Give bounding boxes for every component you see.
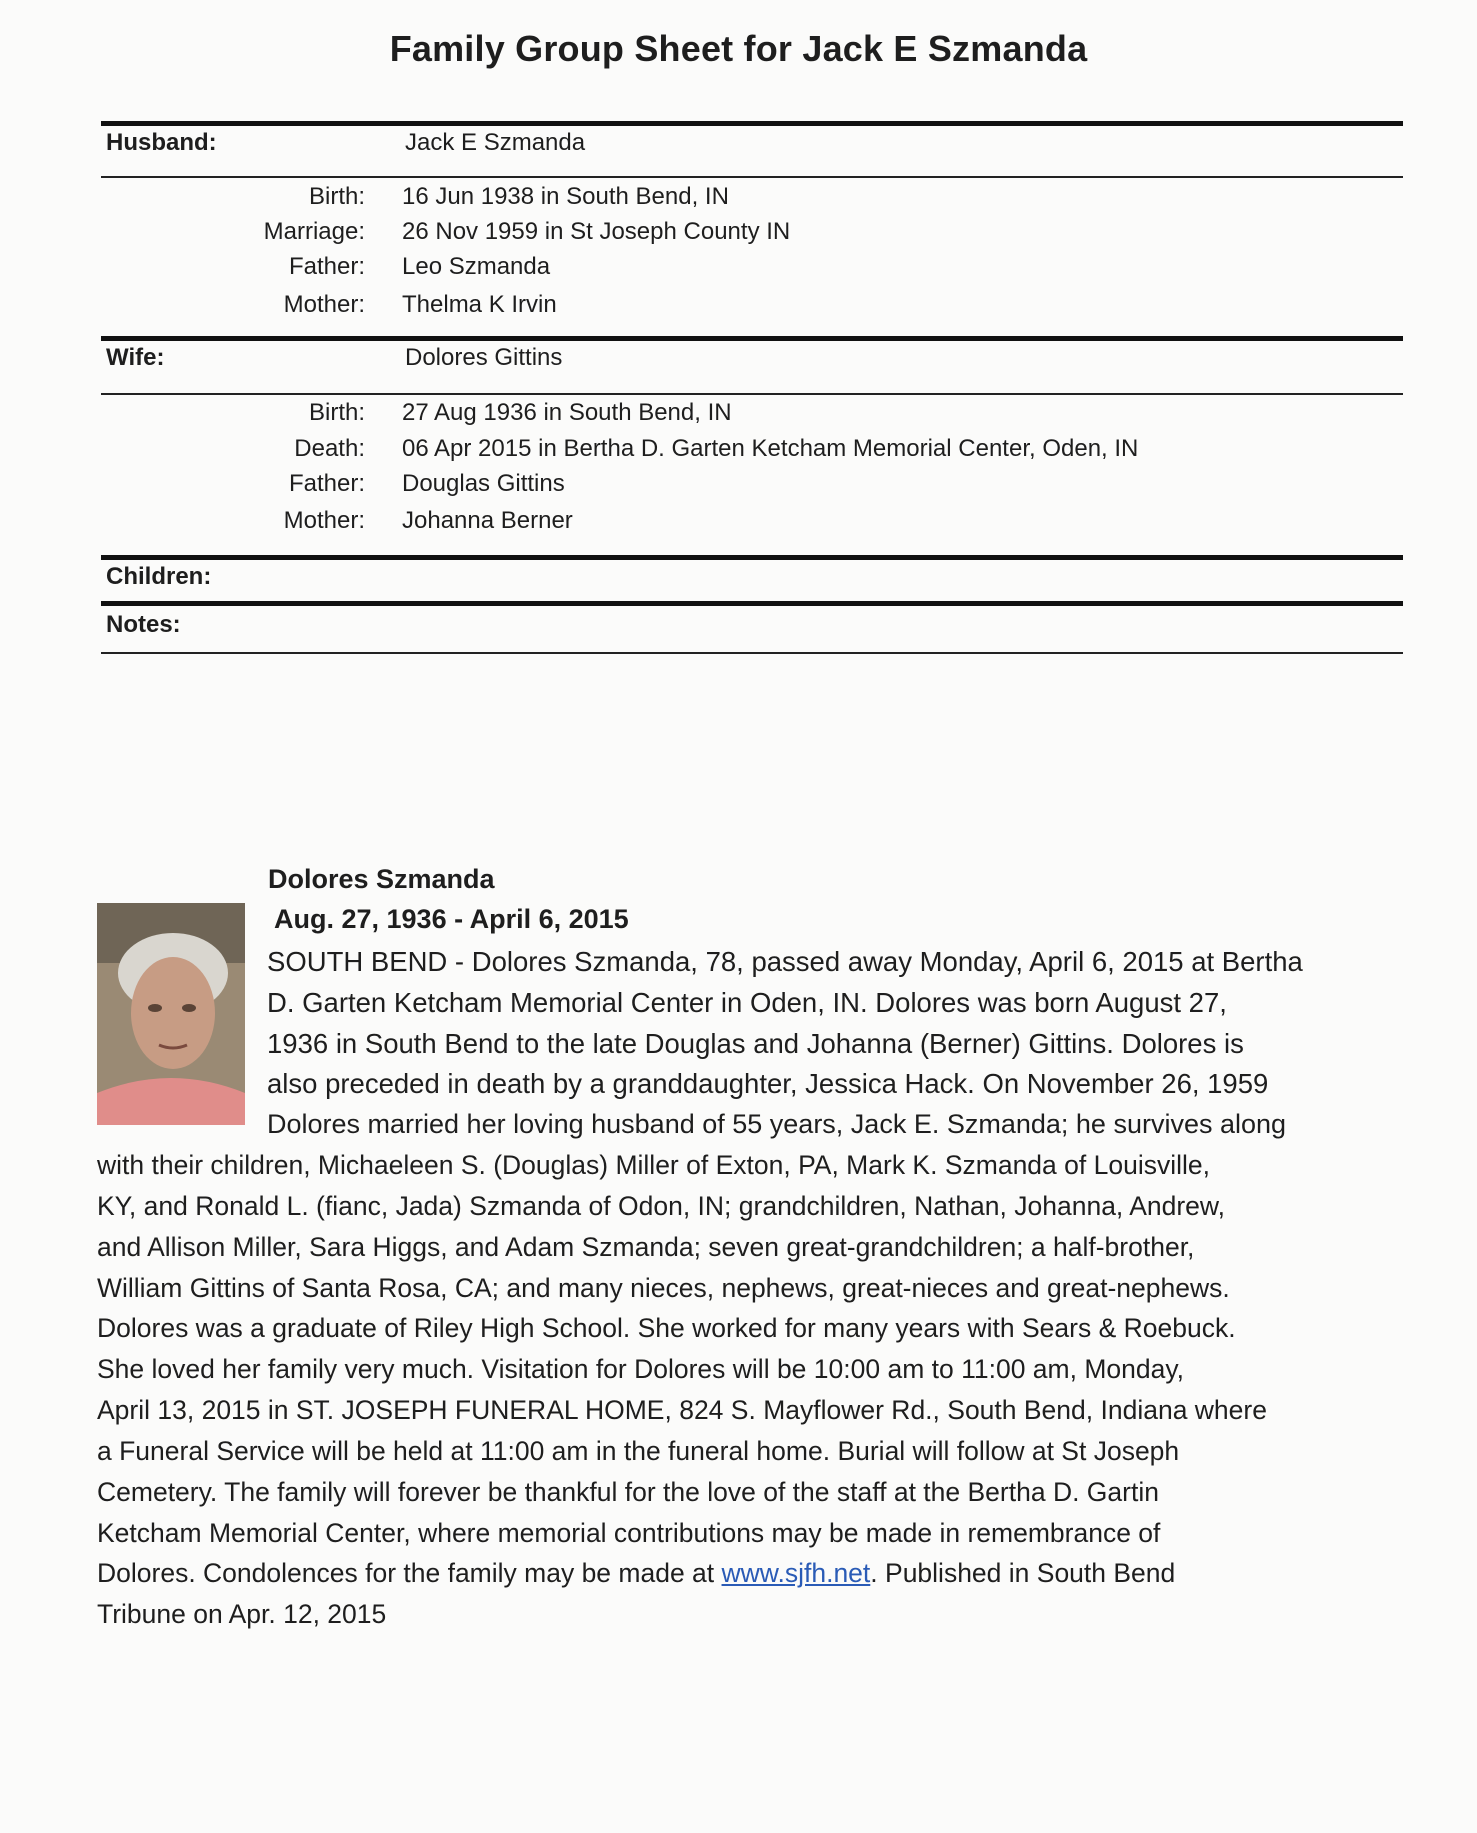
- obituary-line: Dolores married her loving husband of 55 years, Jack E. Szmanda; he survives along: [267, 1109, 1287, 1139]
- divider-line: [101, 176, 1403, 178]
- obituary-photo: [97, 903, 245, 1125]
- obituary-line: Cemetery. The family will forever be thankful for the love of the staff at the Bertha D. Gartin: [97, 1477, 1159, 1507]
- wife-name: Dolores Gittins: [405, 344, 563, 371]
- obituary-line: Tribune on Apr. 12, 2015: [97, 1599, 387, 1629]
- husband-mother-label: Mother:: [283, 291, 365, 318]
- husband-mother-value: Thelma K Irvin: [402, 291, 557, 318]
- section-divider: [101, 336, 1403, 341]
- husband-name: Jack E Szmanda: [405, 129, 586, 156]
- obituary-line: a Funeral Service will be held at 11:00 am in the funeral home. Burial will follow at St Joseph: [97, 1436, 1180, 1466]
- obituary-line: Ketcham Memorial Center, where memorial contributions may be made in remembrance of: [97, 1518, 1161, 1548]
- portrait-image: [97, 903, 245, 1125]
- obituary-line: She loved her family very much. Visitation for Dolores will be 10:00 am to 11:00 am, Monday,: [97, 1354, 1185, 1384]
- obituary-line: also preceded in death by a granddaughter, Jessica Hack. On November 26, 1959: [267, 1068, 1269, 1099]
- divider-line: [101, 652, 1403, 654]
- obituary-line: D. Garten Ketcham Memorial Center in Oden, IN. Dolores was born August 27,: [267, 987, 1227, 1018]
- obituary-line: KY, and Ronald L. (fianc, Jada) Szmanda of Odon, IN; grandchildren, Nathan, Johanna, Andrew,: [97, 1191, 1225, 1221]
- husband-birth-label: Birth:: [308, 183, 365, 210]
- husband-label: Husband:: [106, 129, 217, 156]
- wife-father-label: Father:: [288, 470, 365, 497]
- children-label: Children:: [106, 563, 212, 590]
- wife-mother-value: Johanna Berner: [402, 507, 573, 534]
- page-title: Family Group Sheet for Jack E Szmanda: [389, 28, 1088, 69]
- obituary-line: William Gittins of Santa Rosa, CA; and many nieces, nephews, great-nieces and great-nephews.: [97, 1273, 1230, 1303]
- obituary-name: Dolores Szmanda: [268, 864, 495, 894]
- wife-label: Wife:: [106, 344, 165, 371]
- obituary-line: with their children, Michaeleen S. (Douglas) Miller of Exton, PA, Mark K. Szmanda of Louisville,: [97, 1150, 1210, 1180]
- notes-label: Notes:: [106, 611, 181, 638]
- divider-line: [101, 393, 1403, 395]
- obituary-line: SOUTH BEND - Dolores Szmanda, 78, passed away Monday, April 6, 2015 at Bertha: [267, 946, 1303, 977]
- section-divider: [101, 601, 1403, 606]
- wife-death-label: Death:: [294, 435, 365, 462]
- obituary-line: 1936 in South Bend to the late Douglas and Johanna (Berner) Gittins. Dolores is: [267, 1028, 1244, 1059]
- wife-father-value: Douglas Gittins: [402, 470, 565, 497]
- obituary-line: April 13, 2015 in ST. JOSEPH FUNERAL HOME, 824 S. Mayflower Rd., South Bend, Indiana where: [97, 1395, 1267, 1425]
- husband-father-label: Father:: [288, 253, 365, 280]
- husband-marriage-value: 26 Nov 1959 in St Joseph County IN: [402, 218, 791, 245]
- obituary-closing-text: . Published in South Bend: [870, 1558, 1176, 1588]
- wife-mother-label: Mother:: [283, 507, 365, 534]
- wife-birth-label: Birth:: [308, 399, 365, 426]
- funeral-home-link[interactable]: www.sjfh.net: [721, 1558, 871, 1588]
- obituary-line: Dolores was a graduate of Riley High School. She worked for many years with Sears & Roebuck.: [97, 1313, 1236, 1343]
- husband-marriage-label: Marriage:: [263, 218, 365, 245]
- obituary-closing-text: Dolores. Condolences for the family may be made at: [97, 1558, 722, 1588]
- obituary-line: and Allison Miller, Sara Higgs, and Adam Szmanda; seven great-grandchildren; a half-brother,: [97, 1232, 1195, 1262]
- obituary-closing-line: [97, 1558, 1175, 1589]
- obituary-dates: Aug. 27, 1936 - April 6, 2015: [274, 904, 629, 934]
- wife-death-value: 06 Apr 2015 in Bertha D. Garten Ketcham Memorial Center, Oden, IN: [402, 435, 1139, 462]
- section-divider: [101, 121, 1403, 126]
- wife-birth-value: 27 Aug 1936 in South Bend, IN: [402, 399, 732, 426]
- husband-father-value: Leo Szmanda: [402, 253, 551, 280]
- section-divider: [101, 555, 1403, 560]
- husband-birth-value: 16 Jun 1938 in South Bend, IN: [402, 183, 729, 210]
